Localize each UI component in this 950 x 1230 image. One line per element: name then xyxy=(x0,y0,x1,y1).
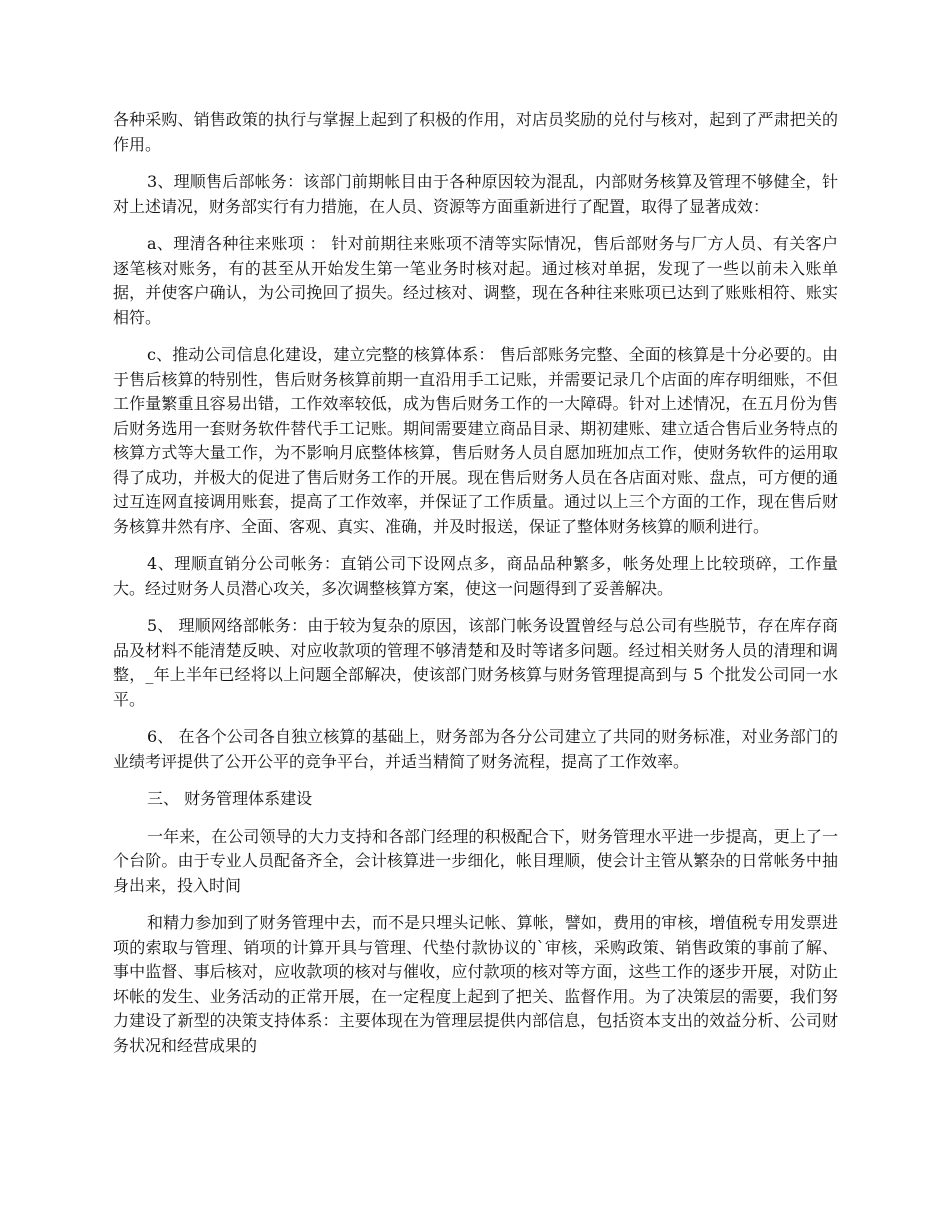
paragraph-1: 各种采购、销售政策的执行与掌握上起到了积极的作用，对店员奖励的兑付与核对，起到了严肃把关的作用。 xyxy=(113,110,838,154)
paragraph-7: 6、 在各个公司各自独立核算的基础上，财务部为各分公司建立了共同的财务标准，对业务部门的业绩考评提供了公开公平的竞争平台，并适当精简了财务流程，提高了工作效率。 xyxy=(113,727,838,771)
paragraph-5: 4、理顺直销分公司帐务：直销公司下设网点多，商品品种繁多，帐务处理上比较琐碎，工作量大。经过财务人员潜心攻关，多次调整核算方案，使这一问题得到了妥善解决。 xyxy=(113,554,838,598)
document-page xyxy=(113,108,838,1071)
paragraph-9: 一年来，在公司领导的大力支持和各部门经理的积极配合下，财务管理水平进一步提高，更上了一个台阶。由于专业人员配备齐全，会计核算进一步细化，帐目理顺，使会计主管从繁杂的日常帐务中抽身出来，投入时间 xyxy=(113,826,838,895)
paragraph-2: 3、理顺售后部帐务：该部门前期帐目由于各种原因较为混乱，内部财务核算及管理不够健全，针对上述请况，财务部实行有力措施，在人员、资源等方面重新进行了配置，取得了显著成效： xyxy=(113,172,838,216)
paragraph-6: 5、 理顺网络部帐务：由于较为复杂的原因，该部门帐务设置曾经与总公司有些脱节，存在库存商品及材料不能清楚反映、对应收款项的管理不够清楚和及时等诸多问题。经过相关财务人员的清理和调整，_年上半年已经将以上问题全部解决，使该部门财务核算与财务管理提高到与 5 个批发公司同一水平。 xyxy=(113,616,838,709)
paragraph-3: a、理清各种往来账项 ： 针对前期往来账项不清等实际情况，售后部财务与厂方人员、有关客户逐笔核对账务，有的甚至从开始发生第一笔业务时核对起。通过核对单据，发现了一些以前未入账单据，并使客户确认，为公司挽回了损失。经过核对、调整，现在各种往来账项已达到了账账相符、账实相符。 xyxy=(113,234,838,327)
section-heading: 三、 财务管理体系建设 xyxy=(147,789,313,808)
paragraph-4: c、推动公司信息化建设，建立完整的核算体系： 售后部账务完整、全面的核算是十分必要的。由于售后核算的特别性，售后财务核算前期一直沿用手工记账，并需要记录几个店面的库存明细账，不但工作量繁重且容易出错，工作效率较低，成为售后财务工作的一大障碍。针对上述情况，在五月份为售后财务选用一套财务软件替代手工记账。期间需要建立商品目录、期初建账、建立适合售后业务特点的核算方式等大量工作，为不影响月底整体核算，售后财务人员自愿加班加点工作，使财务软件的运用取得了成功，并极大的促进了售后财务工作的开展。现在售后财务人员在各店面对账、盘点，可方便的通过互连网直接调用账套，提高了工作效率，并保证了工作质量。通过以上三个方面的工作，现在售后财务核算井然有序、全面、客观、真实、准确，并及时报送，保证了整体财务核算的顺利进行。 xyxy=(113,345,838,536)
paragraph-10: 和精力参加到了财务管理中去，而不是只埋头记帐、算帐，譬如，费用的审核，增值税专用发票进项的索取与管理、销项的计算开具与管理、代垫付款协议的`审核，采购政策、销售政策的事前了解、事中监督、事后核对，应收款项的核对与催收，应付款项的核对等方面，这些工作的逐步开展，对防止坏帐的发生、业务活动的正常开展，在一定程度上起到了把关、监督作用。为了决策层的需要，我们努力建设了新型的决策支持体系：主要体现在为管理层提供内部信息，包括资本支出的效益分析、公司财务状况和经营成果的 xyxy=(113,913,838,1055)
